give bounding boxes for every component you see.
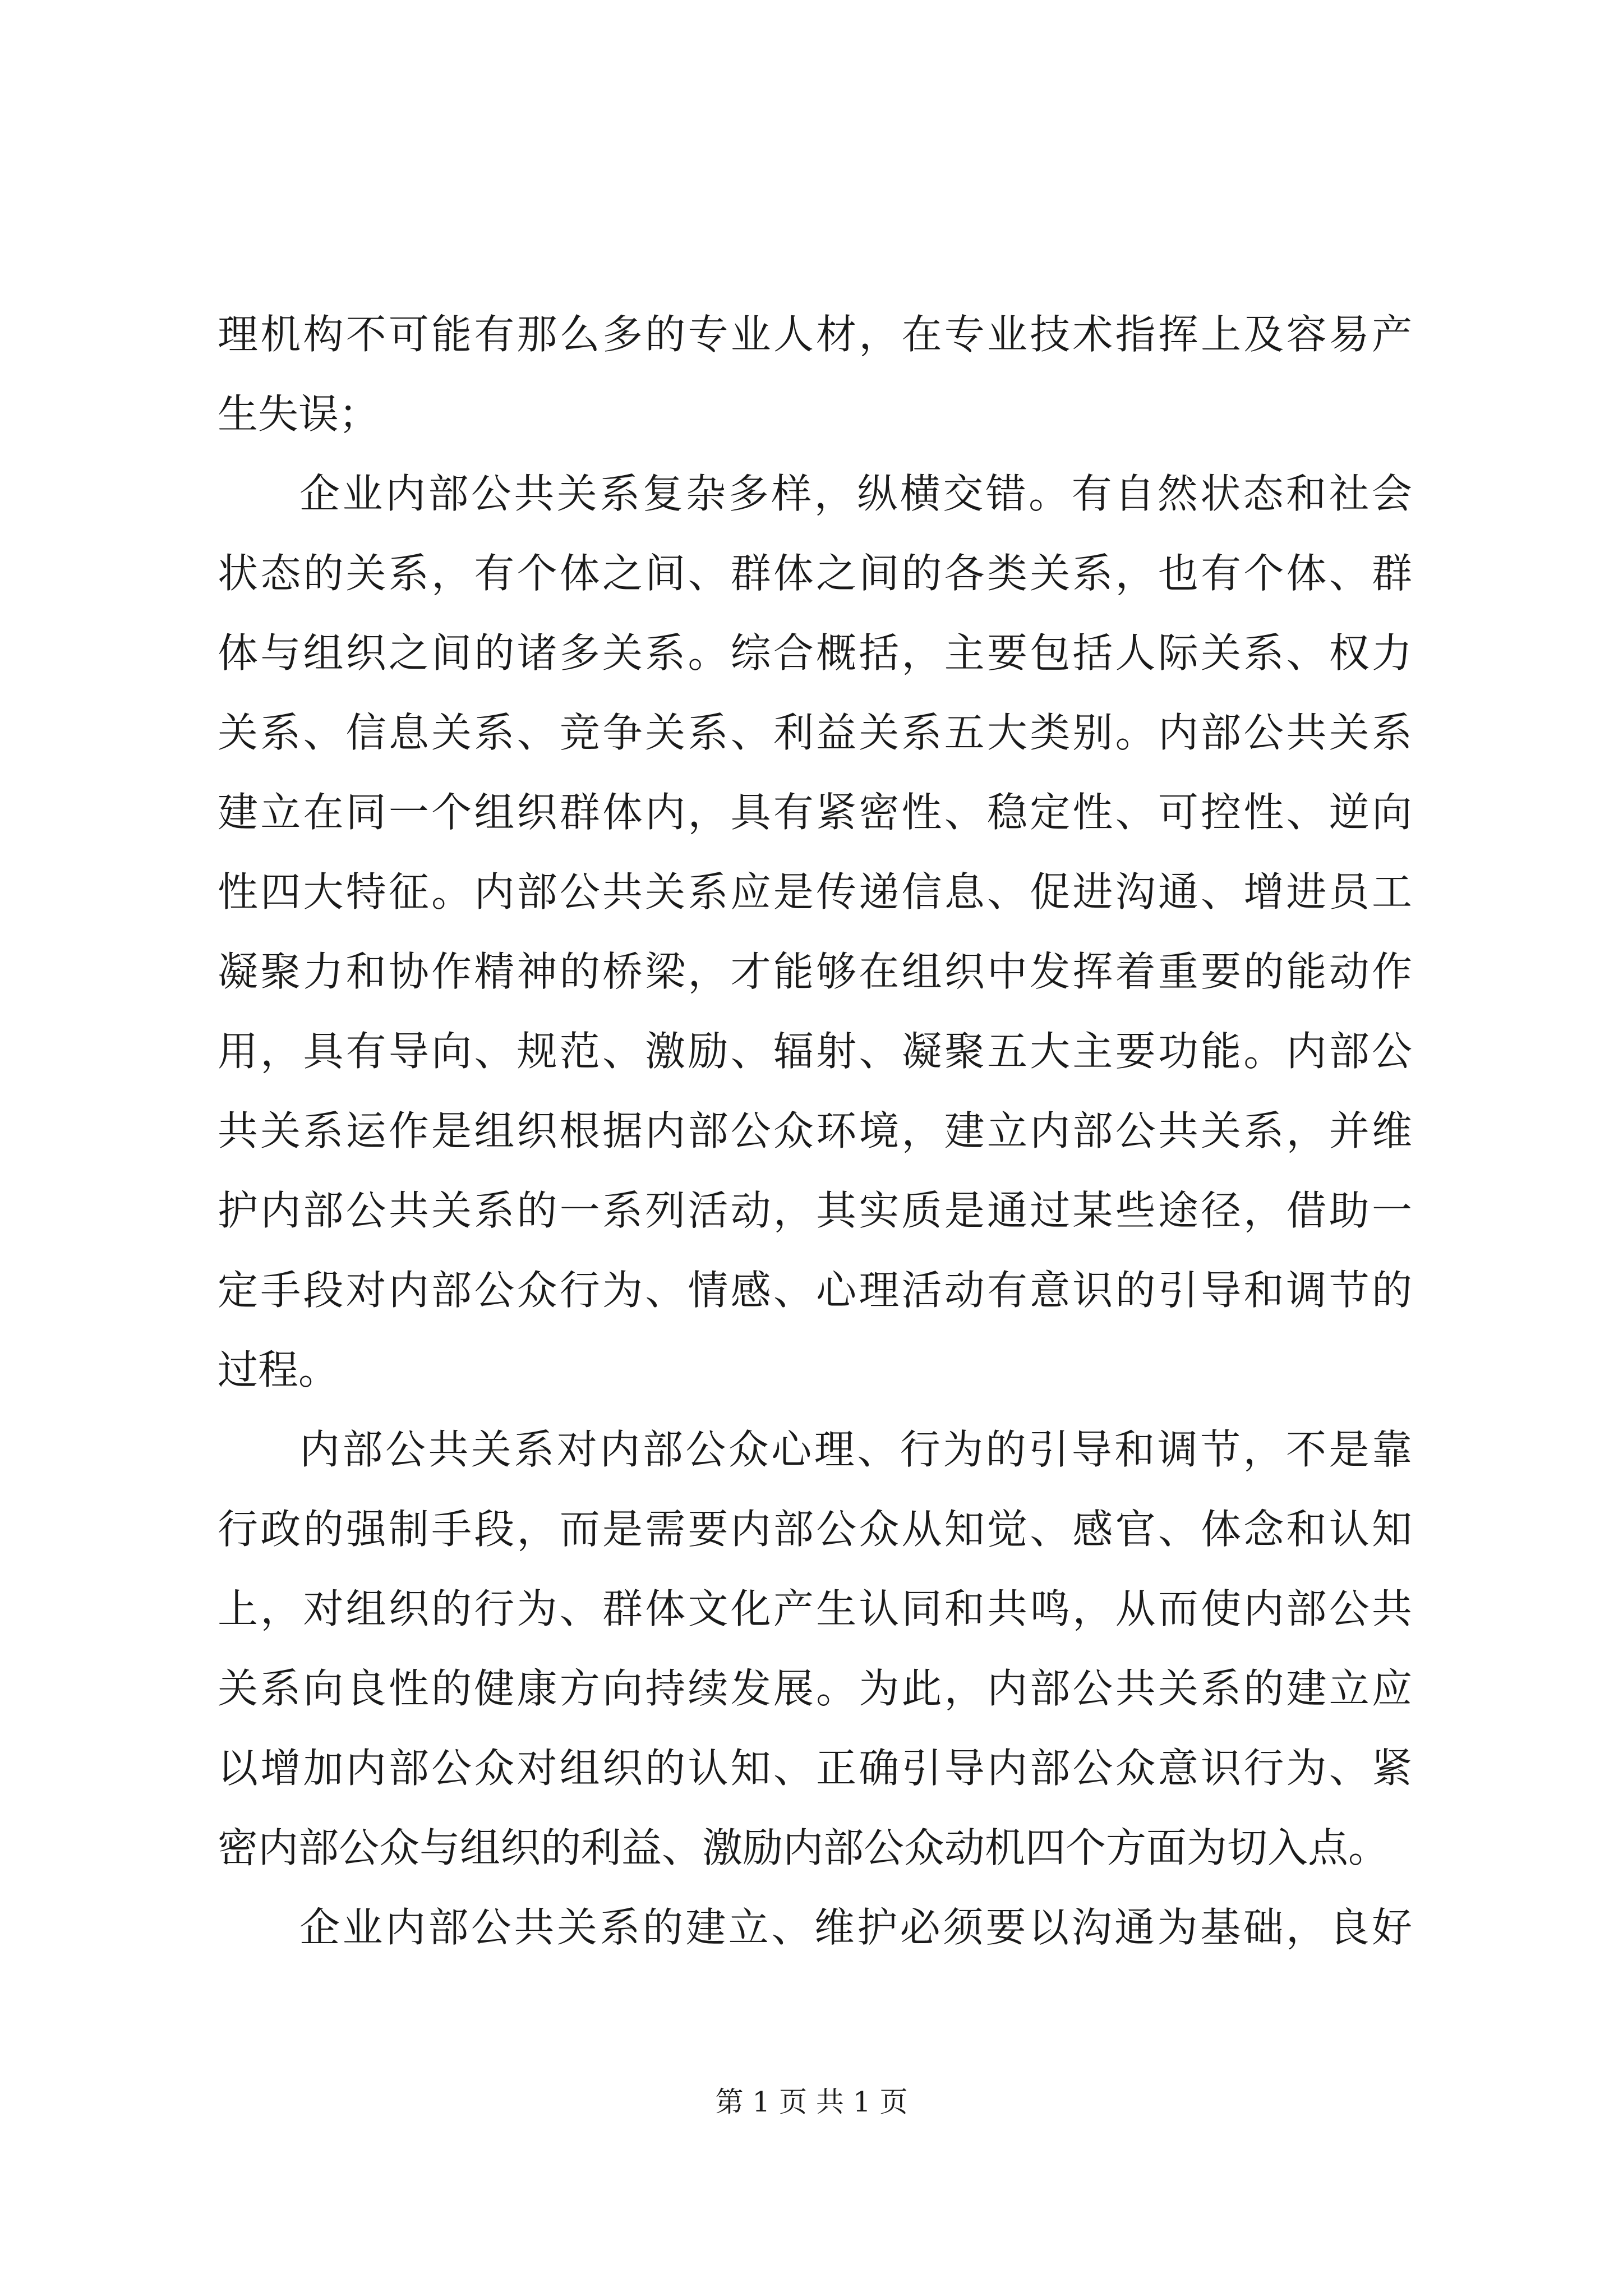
text-line: 建立在同一个组织群体内，具有紧密性、稳定性、可控性、逆向 — [218, 789, 1412, 836]
text-line: 以增加内部公众对组织的认知、正确引导内部公众意识行为、紧 — [218, 1745, 1412, 1792]
text-line: 定手段对内部公众行为、情感、心理活动有意识的引导和调节的 — [218, 1267, 1412, 1314]
text-line: 生失误； — [218, 390, 380, 438]
text-line: 企业内部公共关系的建立、维护必须要以沟通为基础，良好 — [299, 1904, 1412, 1951]
text-line: 关系、信息关系、竞争关系、利益关系五大类别。内部公共关系 — [218, 709, 1412, 756]
text-line: 上，对组织的行为、群体文化产生认同和共鸣，从而使内部公共 — [218, 1585, 1412, 1632]
page-footer: 第 1 页 共 1 页 — [715, 2086, 908, 2118]
text-line: 过程。 — [218, 1346, 339, 1393]
text-line: 性四大特征。内部公共关系应是传递信息、促进沟通、增进员工 — [218, 868, 1412, 915]
text-line: 理机构不可能有那么多的专业人材，在专业技术指挥上及容易产 — [218, 311, 1412, 358]
text-line: 用，具有导向、规范、激励、辐射、凝聚五大主要功能。内部公 — [218, 1028, 1412, 1075]
text-line: 行政的强制手段，而是需要内部公众从知觉、感官、体念和认知 — [218, 1506, 1412, 1553]
text-line: 状态的关系，有个体之间、群体之间的各类关系，也有个体、群 — [218, 550, 1412, 597]
text-line: 内部公共关系对内部公众心理、行为的引导和调节，不是靠 — [299, 1426, 1412, 1473]
text-line: 体与组织之间的诸多关系。综合概括，主要包括人际关系、权力 — [218, 629, 1412, 677]
text-line: 凝聚力和协作精神的桥梁，才能够在组织中发挥着重要的能动作 — [218, 948, 1412, 995]
document-body — [218, 295, 1412, 1967]
text-line: 关系向良性的健康方向持续发展。为此，内部公共关系的建立应 — [218, 1665, 1412, 1712]
text-line: 密内部公众与组织的利益、激励内部公众动机四个方面为切入点。 — [218, 1824, 1389, 1871]
text-line: 共关系运作是组织根据内部公众环境，建立内部公共关系，并维 — [218, 1107, 1412, 1154]
text-line: 护内部公共关系的一系列活动，其实质是通过某些途径，借助一 — [218, 1187, 1412, 1234]
text-line: 企业内部公共关系复杂多样，纵横交错。有自然状态和社会 — [299, 470, 1412, 517]
